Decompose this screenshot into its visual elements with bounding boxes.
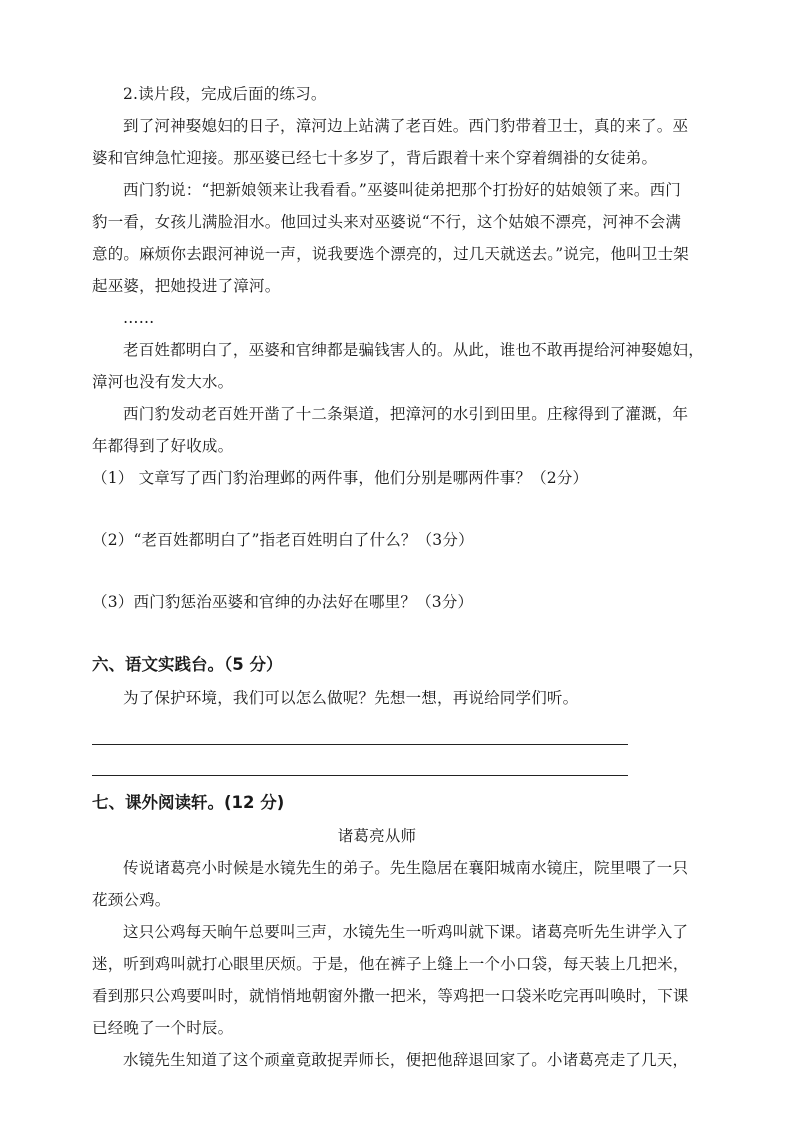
paragraph-line: 漳河也没有发大水。 xyxy=(92,373,234,391)
answer-lines xyxy=(92,714,702,776)
paragraph-line: 年都得到了好收成。 xyxy=(92,437,234,455)
story-title: 诸葛亮从师 xyxy=(337,827,417,845)
answer-line[interactable] xyxy=(92,714,628,745)
passage-ellipsis: …… xyxy=(123,309,155,327)
paragraph-line: 意的。麻烦你去跟河神说一声，说我要选个漂亮的，过几天就送去。”说完，他叫卫士架 xyxy=(92,245,689,263)
paragraph-line: 已经晚了一个时辰。 xyxy=(92,1019,234,1037)
paragraph-line: 看到那只公鸡要叫时，就悄悄地朝窗外撒一把米，等鸡把一口袋米吃完再叫唤时，下课 xyxy=(92,987,689,1005)
paragraph-line: 传说诸葛亮小时候是水镜先生的弟子。先生隐居在襄阳城南水镜庄，院里喂了一只 xyxy=(123,859,689,877)
passage-paragraph-3 xyxy=(92,334,702,398)
paragraph-line: 到了河神娶媳妇的日子，漳河边上站满了老百姓。西门豹带着卫士，真的来了。巫 xyxy=(123,117,689,135)
paragraph-line: 这只公鸡每天晌午总要叫三声，水镜先生一听鸡叫就下课。诸葛亮听先生讲学入了 xyxy=(123,923,689,941)
question-1: （1） 文章写了西门豹治理邺的两件事，他们分别是哪两件事？（2分） xyxy=(92,469,589,487)
story-paragraph-2 xyxy=(92,916,702,1044)
passage-paragraph-1 xyxy=(92,110,702,174)
worksheet-page xyxy=(92,78,702,1076)
reading-heading: 2.读片段，完成后面的练习。 xyxy=(123,85,327,103)
paragraph-line: 婆和官绅急忙迎接。那巫婆已经七十多岁了，背后跟着十来个穿着绸褂的女徒弟。 xyxy=(92,149,658,167)
question-3: （3）西门豹惩治巫婆和官绅的办法好在哪里？（3分） xyxy=(92,593,474,611)
paragraph-line: 花颈公鸡。 xyxy=(92,891,171,909)
answer-line[interactable] xyxy=(92,745,628,776)
section-6-title: 六、语文实践台。（5 分） xyxy=(92,655,283,674)
question-2: （2）“老百姓都明白了”指老百姓明白了什么？（3分） xyxy=(92,531,474,549)
story-paragraph-3 xyxy=(92,1044,702,1076)
section-7-title: 七、课外阅读轩。(12 分) xyxy=(92,793,285,812)
paragraph-line: 西门豹发动老百姓开凿了十二条渠道，把漳河的水引到田里。庄稼得到了灌溉，年 xyxy=(123,405,689,423)
paragraph-line: 西门豹说：“把新娘领来让我看看。”巫婆叫徒弟把那个打扮好的姑娘领了来。西门 xyxy=(123,181,682,199)
paragraph-line: 水镜先生知道了这个顽童竟敢捉弄师长，便把他辞退回家了。小诸葛亮走了几天， xyxy=(123,1051,689,1069)
passage-paragraph-4 xyxy=(92,398,702,462)
section-6-prompt: 为了保护环境，我们可以怎么做呢？先想一想，再说给同学们听。 xyxy=(123,689,579,707)
story-paragraph-1 xyxy=(92,852,702,916)
paragraph-line: 迷，听到鸡叫就打心眼里厌烦。于是，他在裤子上缝上一个小口袋，每天装上几把米， xyxy=(92,955,689,973)
paragraph-line: 豹一看，女孩儿满脸泪水。他回过头来对巫婆说“不行，这个姑娘不漂亮，河神不会满 xyxy=(92,213,682,231)
passage-paragraph-2 xyxy=(92,174,702,302)
paragraph-line: 起巫婆，把她投进了漳河。 xyxy=(92,277,281,295)
paragraph-line: 老百姓都明白了，巫婆和官绅都是骗钱害人的。从此，谁也不敢再提给河神娶媳妇， xyxy=(123,341,704,359)
